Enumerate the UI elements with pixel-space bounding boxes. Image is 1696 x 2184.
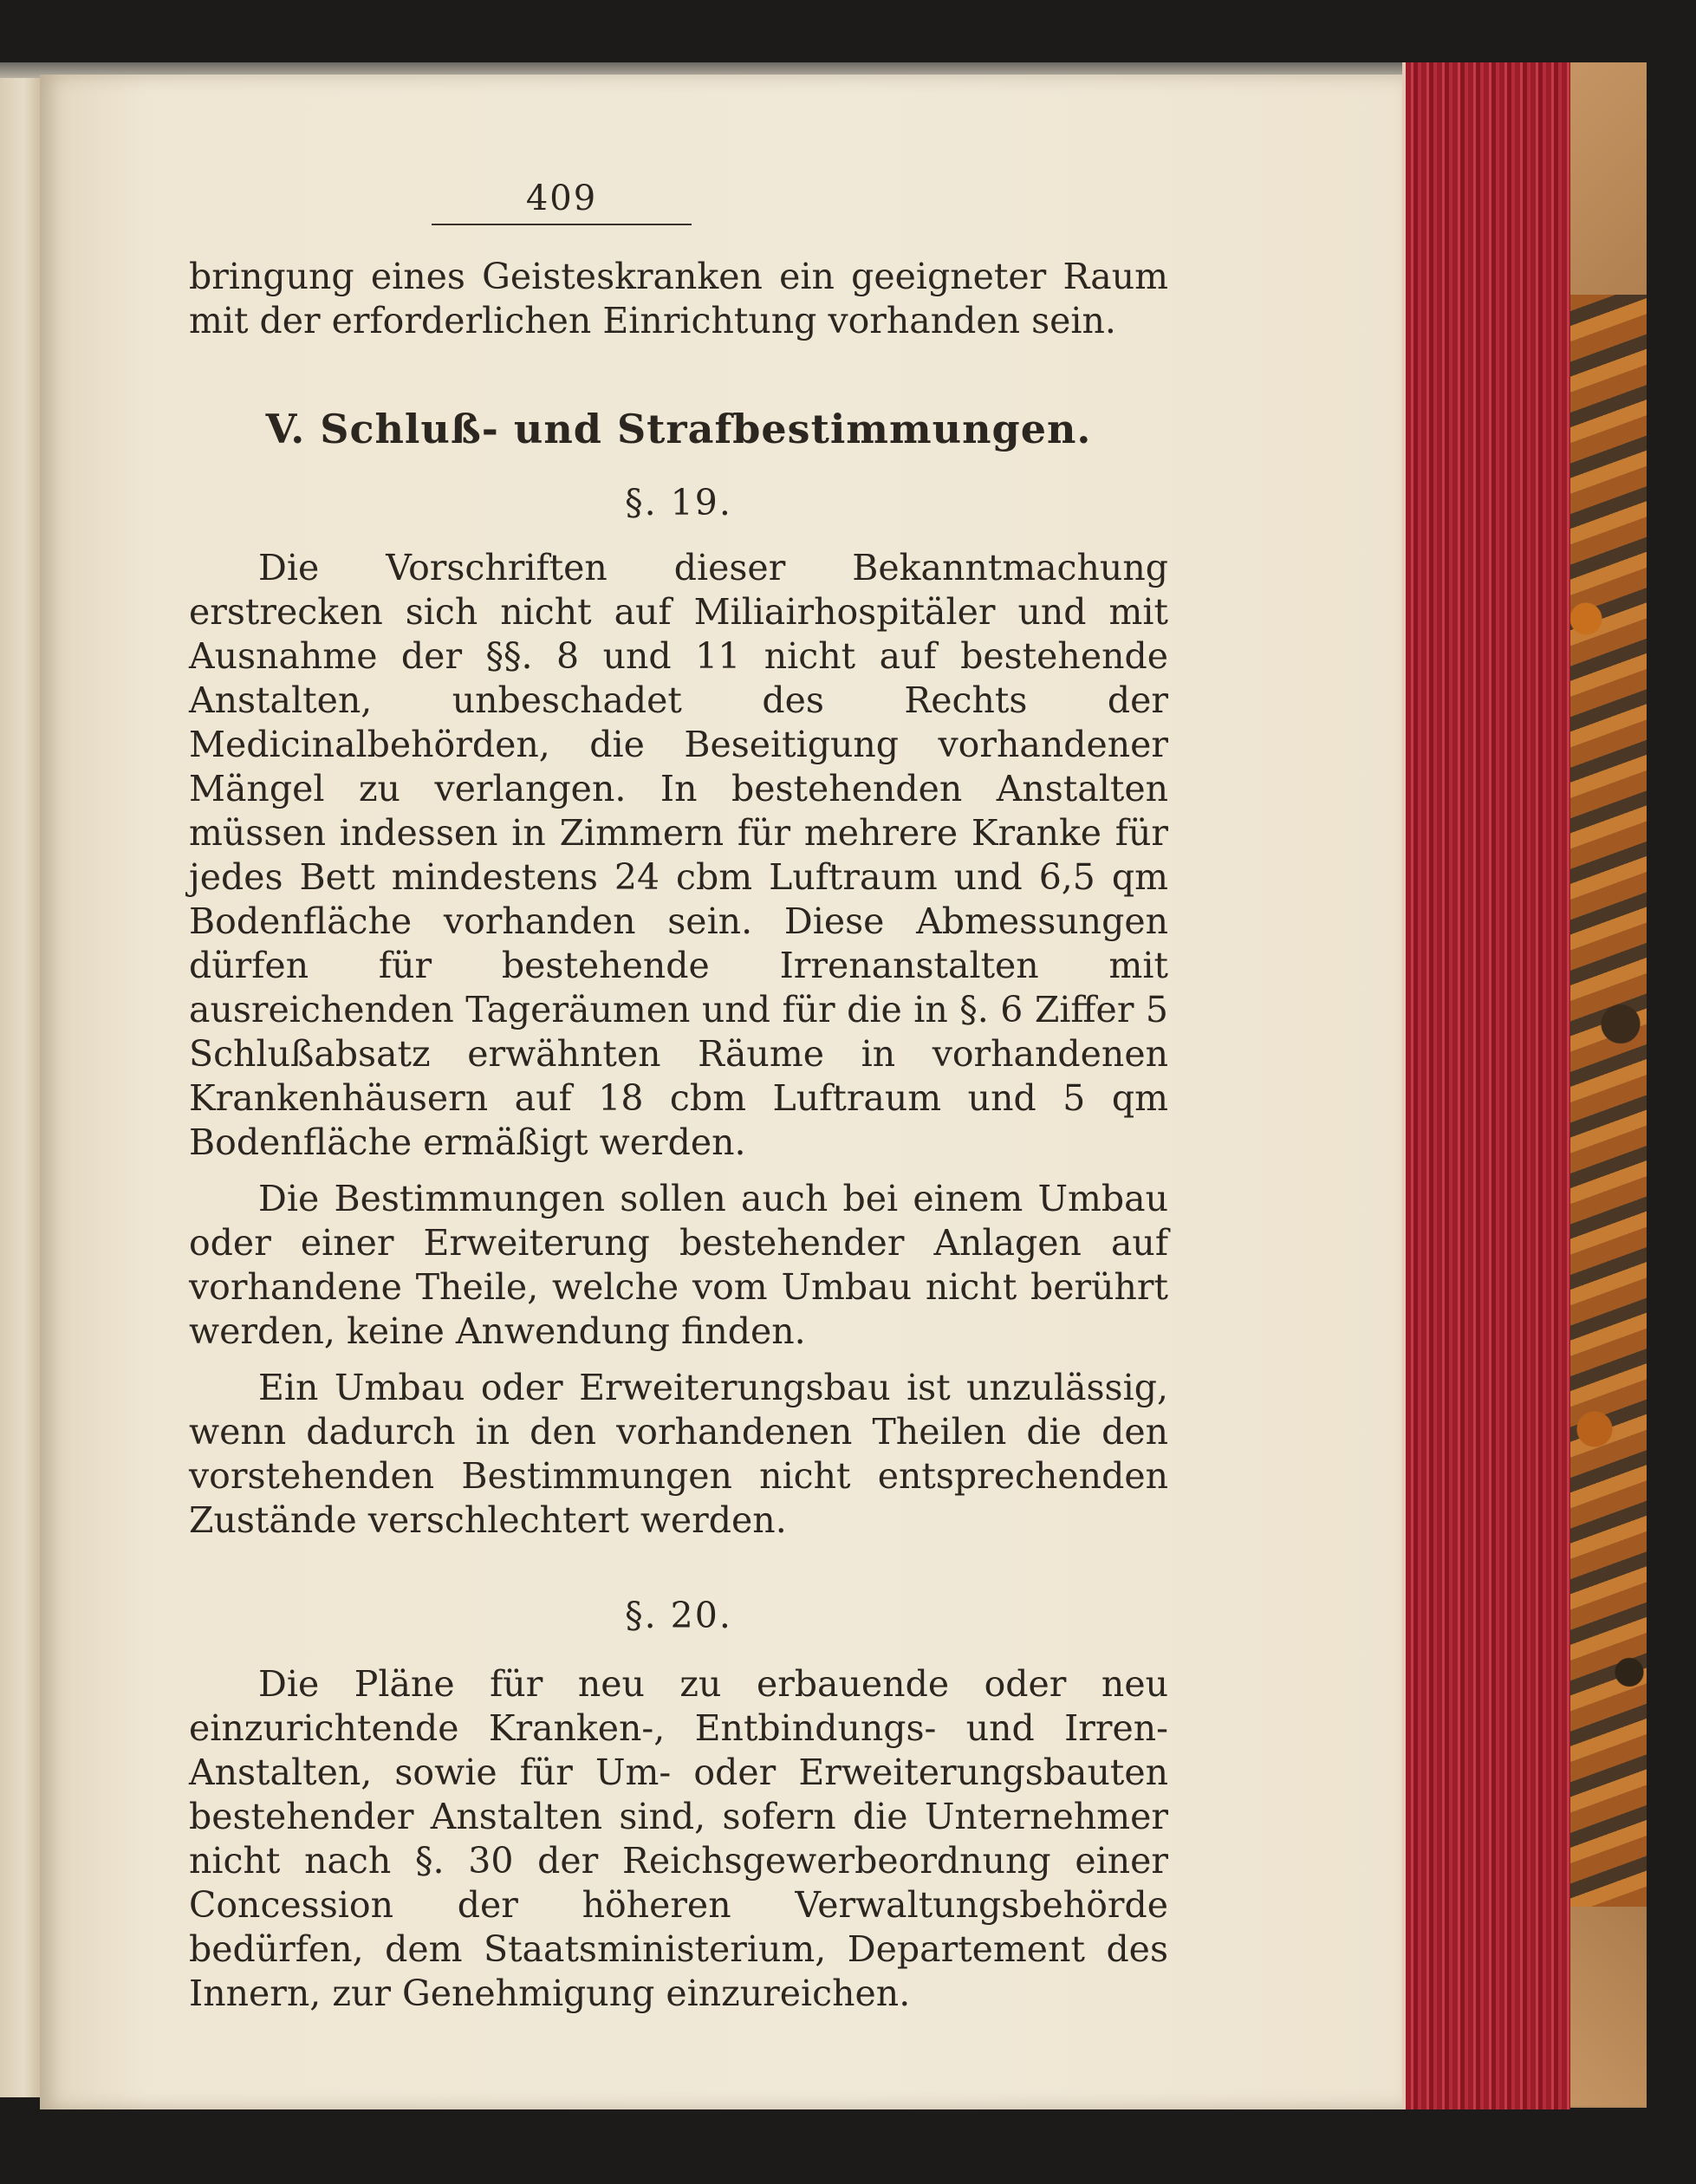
- section-19-paragraph-2: Die Bestimmungen sollen auch bei einem Umbau oder einer Erweiterung bestehender Anlagen auf vorhandene Theile, welche vom Umbau nicht berührt werden, keine Anwendung finden.: [189, 1178, 1168, 1352]
- section-sign-20: §. 20.: [625, 1595, 732, 1636]
- cover-marbled-paper: [1560, 295, 1647, 1915]
- page-number: 409: [432, 179, 692, 225]
- page-content: [189, 179, 1168, 2016]
- facing-page-sliver: [0, 78, 40, 2097]
- section-sign-19: §. 19.: [625, 482, 732, 523]
- red-page-edges: [1402, 62, 1570, 2109]
- book-page: [40, 75, 1402, 2109]
- section-20-paragraph-1: Die Pläne für neu zu erbauende oder neu einzurichtende Kranken-, Entbindungs- und Irren-Anstalten, sowie für Um- oder Erweiterungsbauten bestehender Anstalten sind, sofern die Unternehmer nicht nach §. 30 der Reichsgewerbeordnung einer Concession der höheren Verwaltungsbehörde bedürfen, dem Staatsministerium, Departement des Innern, zur Genehmigung einzureichen.: [189, 1663, 1168, 2014]
- section-heading: V. Schluß- und Strafbestimmungen.: [265, 406, 1092, 452]
- opening-paragraph: bringung eines Geisteskranken ein geeigneter Raum mit der erforderlichen Einrichtung vorhanden sein.: [189, 256, 1168, 341]
- section-19-paragraph-1: Die Vorschriften dieser Bekanntmachung erstrecken sich nicht auf Miliairhospitäler und mit Ausnahme der §§. 8 und 11 nicht auf bestehende Anstalten, unbeschadet des Rechts der Medicinalbehörden, die Beseitigung vorhandener Mängel zu verlangen. In bestehenden Anstalten müssen indessen in Zimmern für mehrere Kranke für jedes Bett mindestens 24 cbm Luftraum und 6,5 qm Bodenfläche vorhanden sein. Diese Abmessungen dürfen für bestehende Irrenanstalten mit ausreichenden Tageräumen und für die in §. 6 Ziffer 5 Schlußabsatz erwähnten Räume in vorhandenen Krankenhäusern auf 18 cbm Luftraum und 5 qm Bodenfläche ermäßigt werden.: [189, 547, 1168, 1163]
- section-19-paragraph-3: Ein Umbau oder Erweiterungsbau ist unzulässig, wenn dadurch in den vorhandenen Theilen die den vorstehenden Bestimmungen nicht entsprechenden Zustände verschlechtert werden.: [189, 1367, 1168, 1541]
